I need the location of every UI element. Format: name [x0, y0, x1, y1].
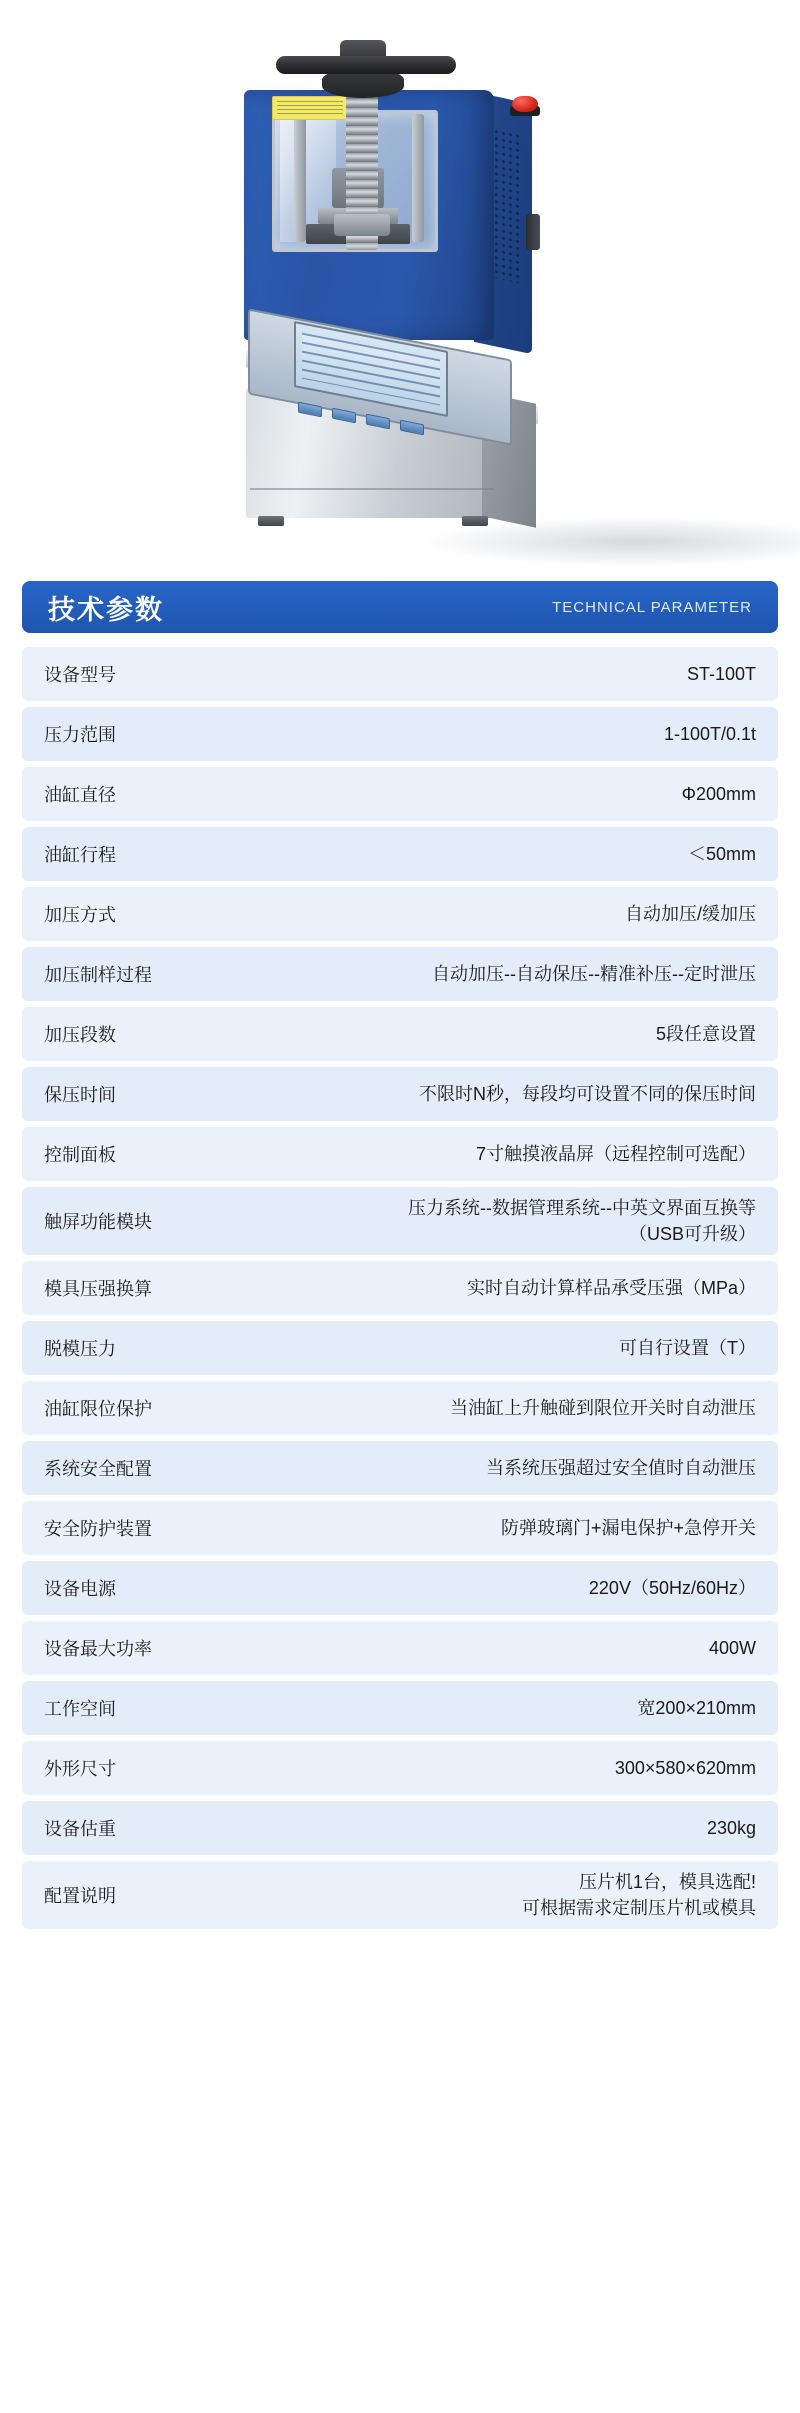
machine-foot-left: [258, 516, 284, 526]
spec-value-line1: 压片机1台，模具选配!: [578, 1872, 756, 1893]
spec-label: 加压制样过程: [44, 965, 152, 985]
spec-label: 油缸限位保护: [44, 1399, 152, 1420]
table-row: [22, 947, 778, 1001]
spec-label: 加压段数: [44, 1025, 116, 1045]
spec-label: 设备电源: [44, 1579, 116, 1600]
spec-table: [22, 647, 778, 1929]
spec-label: 工作空间: [44, 1699, 116, 1720]
product-photo: [0, 0, 800, 575]
spec-value: 当油缸上升触碰到限位开关时自动泄压: [450, 1398, 756, 1419]
spec-value: 宽200×210mm: [637, 1698, 756, 1719]
machine-foot-right: [462, 516, 488, 526]
door-handle[interactable]: [526, 214, 540, 250]
spec-value: [130, 1869, 756, 1921]
spec-label: 保压时间: [44, 1085, 116, 1105]
spec-value: 7寸触摸液晶屏（远程控制可选配）: [475, 1143, 756, 1164]
spec-value: 400W: [708, 1638, 756, 1659]
spec-label: 安全防护装置: [44, 1519, 152, 1540]
spec-value: 300×580×620mm: [614, 1758, 756, 1779]
spec-label: 控制面板: [44, 1145, 116, 1165]
table-row: [22, 707, 778, 761]
spec-value: [166, 1195, 756, 1247]
spec-value: ST-100T: [686, 663, 756, 684]
spec-value: 1-100T/0.1t: [663, 723, 756, 744]
spec-value: 220V（50Hz/60Hz）: [588, 1578, 756, 1599]
spec-value: ＜50mm: [687, 843, 756, 864]
table-row: [22, 647, 778, 701]
table-row: [22, 887, 778, 941]
screw-collar: [334, 214, 390, 236]
spec-label: 外形尺寸: [44, 1759, 116, 1780]
section-title-en: TECHNICAL PARAMETER: [552, 598, 752, 616]
spec-label: 加压方式: [44, 905, 116, 925]
spec-value: Φ200mm: [681, 783, 756, 804]
spec-value-line1: 压力系统--数据管理系统--中英文界面互换等: [408, 1198, 756, 1218]
spec-value-line2: 可根据需求定制压片机或模具: [522, 1898, 756, 1919]
table-row: [22, 1321, 778, 1375]
spec-value: 不限时N秒，每段均可设置不同的保压时间: [419, 1083, 756, 1104]
spec-label: 模具压强换算: [44, 1279, 152, 1300]
table-row: [22, 1861, 778, 1929]
table-row: [22, 1561, 778, 1615]
section-header: [22, 581, 778, 633]
spec-label: 脱模压力: [44, 1339, 116, 1360]
spec-label: 设备估重: [44, 1819, 116, 1840]
spec-label: 触屏功能模块: [44, 1212, 152, 1233]
spec-value: 5段任意设置: [655, 1023, 756, 1044]
table-row: [22, 1681, 778, 1735]
spec-value: 当系统压强超过安全值时自动泄压: [486, 1458, 756, 1479]
machine-illustration: [236, 18, 566, 548]
table-row: [22, 1621, 778, 1675]
section-title-cn: 技术参数: [48, 594, 164, 625]
warning-label: [272, 96, 348, 120]
table-row: [22, 1501, 778, 1555]
table-row: [22, 1127, 778, 1181]
table-row: [22, 827, 778, 881]
table-row: [22, 1007, 778, 1061]
spec-value-line2: （USB可升级）: [628, 1224, 756, 1245]
table-row: [22, 1187, 778, 1255]
table-row: [22, 1741, 778, 1795]
spec-label: 系统安全配置: [44, 1459, 152, 1480]
table-row: [22, 767, 778, 821]
spec-value: 230kg: [706, 1818, 756, 1839]
spec-label: 油缸直径: [44, 785, 116, 805]
cabinet-seam: [250, 488, 494, 490]
guide-pillar-right: [412, 114, 424, 242]
handwheel-bar: [276, 56, 456, 74]
spec-label: 设备型号: [44, 665, 116, 685]
spec-label: 压力范围: [44, 725, 116, 745]
table-row: [22, 1067, 778, 1121]
spec-value: 实时自动计算样品承受压强（MPa）: [466, 1278, 756, 1299]
spec-value: 自动加压--自动保压--精准补压--定时泄压: [432, 963, 756, 984]
table-row: [22, 1441, 778, 1495]
spec-value: 可自行设置（T）: [619, 1338, 756, 1359]
spec-label: 油缸行程: [44, 845, 116, 865]
emergency-stop-button[interactable]: [512, 96, 538, 112]
table-row: [22, 1261, 778, 1315]
spec-label: 配置说明: [44, 1886, 116, 1907]
table-row: [22, 1381, 778, 1435]
spec-value: 自动加压/缓加压: [624, 903, 756, 924]
spec-label: 设备最大功率: [44, 1639, 152, 1660]
guide-pillar-left: [294, 114, 306, 242]
spec-value: 防弹玻璃门+漏电保护+急停开关: [500, 1518, 756, 1539]
table-row: [22, 1801, 778, 1855]
